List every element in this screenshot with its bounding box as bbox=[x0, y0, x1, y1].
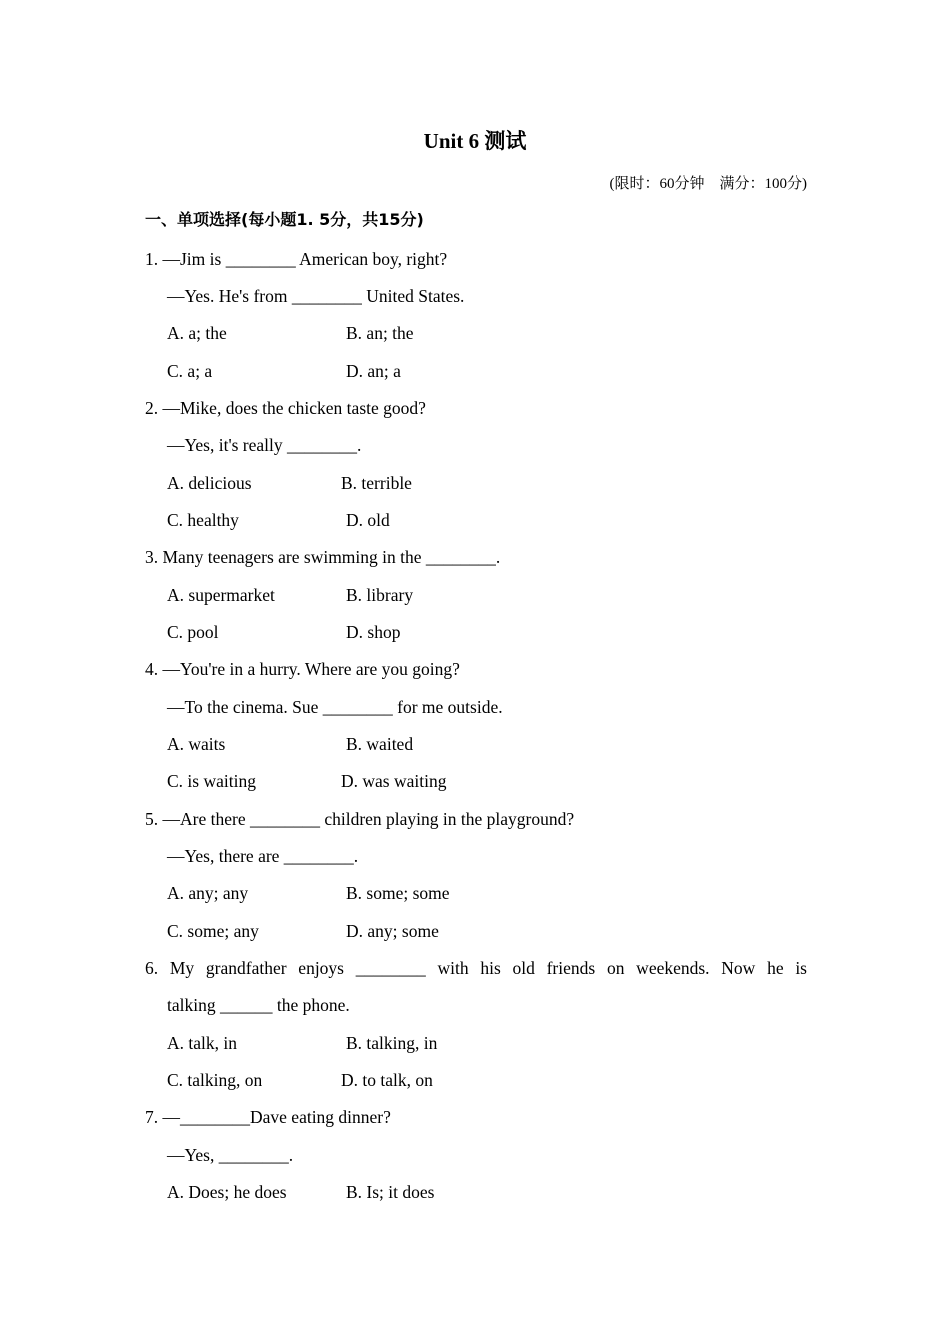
question-6-option-b: B. talking, in bbox=[346, 1033, 438, 1053]
question-1-option-b: B. an; the bbox=[346, 323, 414, 343]
page-title: Unit 6 测试 bbox=[423, 129, 527, 153]
question-6-option-a: A. talk, in bbox=[167, 1033, 237, 1053]
question-7-option-b: B. Is; it does bbox=[346, 1182, 435, 1202]
question-2-stem: 2. —Mike, does the chicken taste good? bbox=[145, 398, 426, 418]
question-1-stem: 1. —Jim is ________ American boy, right? bbox=[145, 249, 448, 269]
question-1-option-d: D. an; a bbox=[346, 361, 401, 381]
question-6-stem: 6. My grandfather enjoys ________ with his old friends on weekends. Now he is bbox=[145, 958, 807, 978]
question-3-option-d: D. shop bbox=[346, 622, 401, 642]
question-6-option-c: C. talking, on bbox=[167, 1070, 263, 1090]
question-6-option-d: D. to talk, on bbox=[341, 1070, 433, 1090]
question-4-option-a: A. waits bbox=[167, 734, 226, 754]
question-5-reply: —Yes, there are ________. bbox=[167, 846, 359, 866]
question-3-option-a: A. supermarket bbox=[167, 585, 275, 605]
question-3-option-b: B. library bbox=[346, 585, 414, 605]
question-1-option-c: C. a; a bbox=[167, 361, 213, 381]
question-1-option-a: A. a; the bbox=[167, 323, 227, 343]
question-3-option-c: C. pool bbox=[167, 622, 219, 642]
question-4-option-d: D. was waiting bbox=[341, 771, 447, 791]
question-4-option-c: C. is waiting bbox=[167, 771, 256, 791]
question-2-option-b: B. terrible bbox=[341, 473, 412, 493]
section-heading: 一、单项选择(每小题1. 5分，共15分) bbox=[145, 210, 424, 229]
test-meta: (限时：60分钟 满分：100分) bbox=[609, 176, 807, 192]
question-7-reply: —Yes, ________. bbox=[167, 1145, 294, 1165]
question-2-option-c: C. healthy bbox=[167, 510, 239, 530]
question-2-option-a: A. delicious bbox=[167, 473, 252, 493]
question-4-stem: 4. —You're in a hurry. Where are you going? bbox=[145, 659, 460, 679]
question-5-option-d: D. any; some bbox=[346, 921, 439, 941]
question-5-option-b: B. some; some bbox=[346, 883, 450, 903]
question-4-option-b: B. waited bbox=[346, 734, 414, 754]
question-5-option-a: A. any; any bbox=[167, 883, 249, 903]
question-5-option-c: C. some; any bbox=[167, 921, 259, 941]
question-7-option-a: A. Does; he does bbox=[167, 1182, 287, 1202]
question-6-reply: talking ______ the phone. bbox=[167, 995, 350, 1015]
question-1-reply: —Yes. He's from ________ United States. bbox=[167, 286, 465, 306]
question-4-reply: —To the cinema. Sue ________ for me outside. bbox=[167, 697, 503, 717]
question-7-stem: 7. —________Dave eating dinner? bbox=[145, 1107, 391, 1127]
question-2-option-d: D. old bbox=[346, 510, 390, 530]
question-2-reply: —Yes, it's really ________. bbox=[167, 435, 362, 455]
question-5-stem: 5. —Are there ________ children playing in the playground? bbox=[145, 809, 575, 829]
question-3-stem: 3. Many teenagers are swimming in the ________. bbox=[145, 547, 501, 567]
